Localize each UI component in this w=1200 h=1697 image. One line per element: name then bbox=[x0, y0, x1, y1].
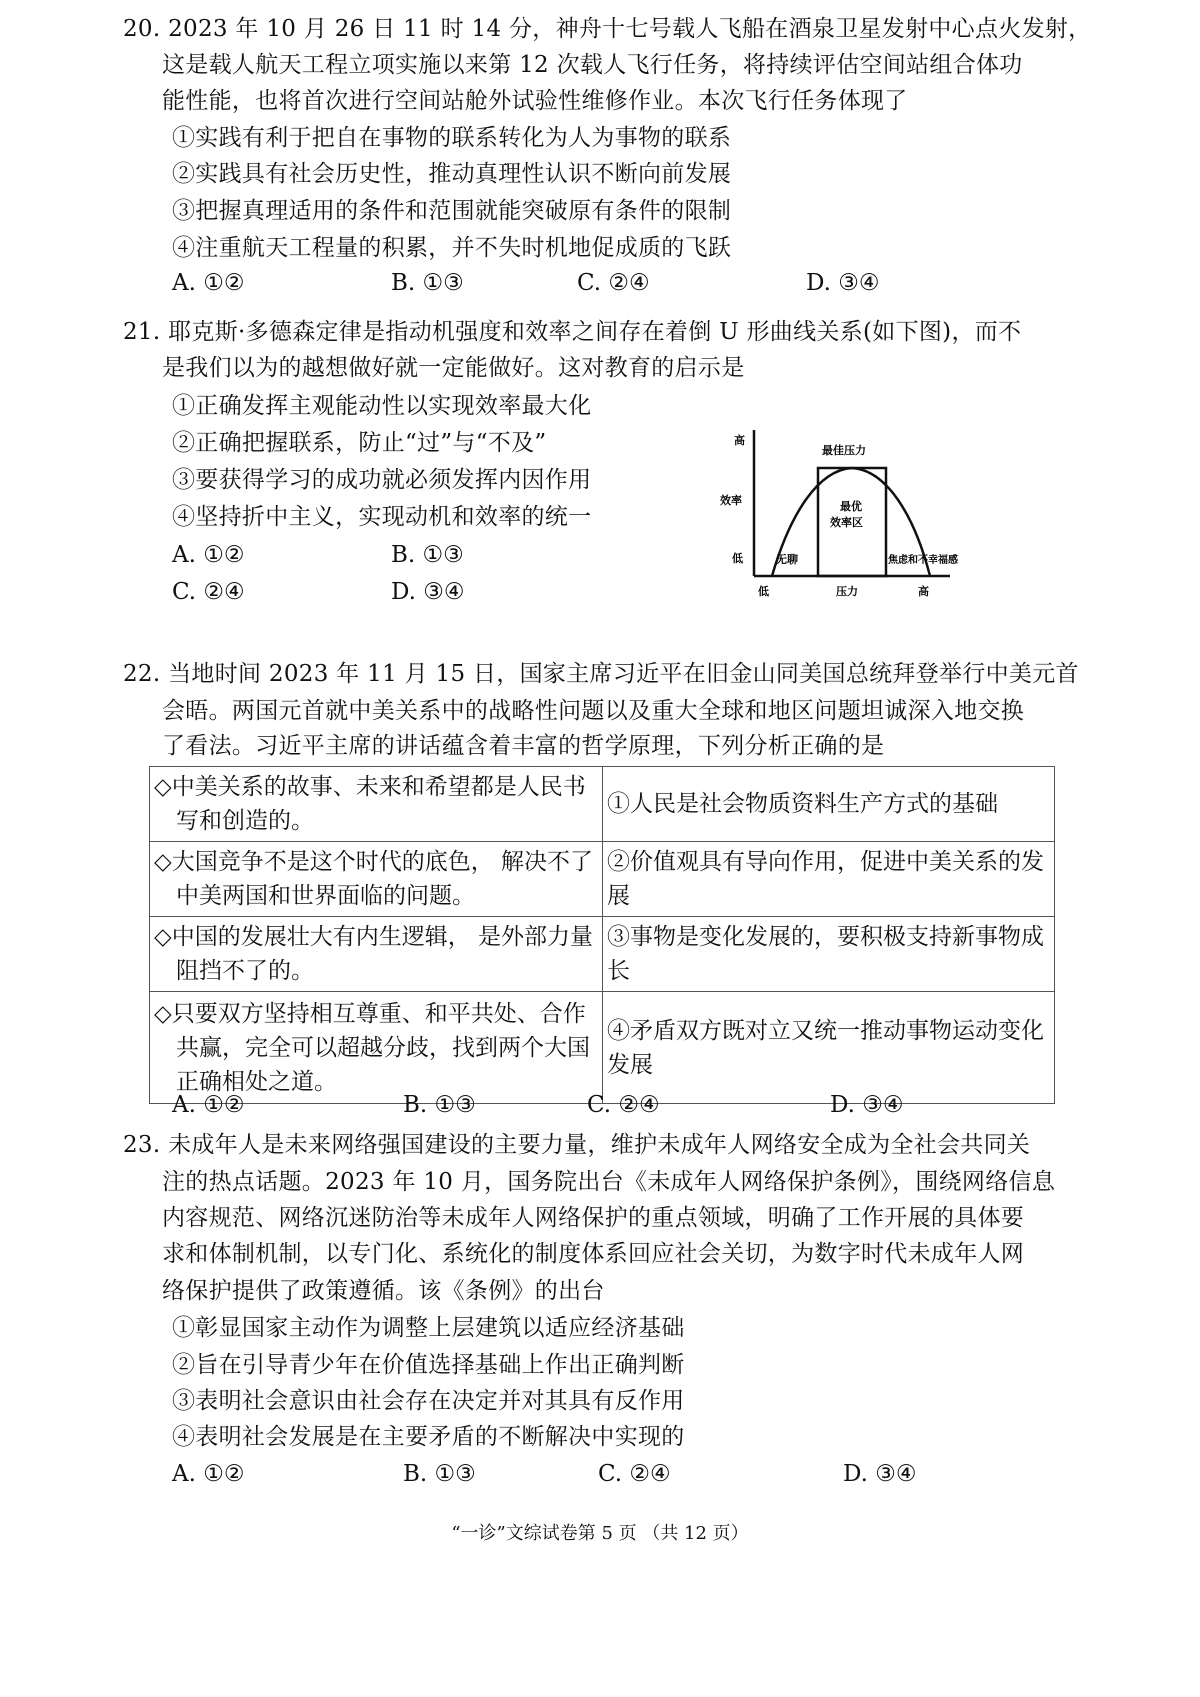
q21-stem-line: 是我们以为的越想做好就一定能做好。这对教育的启示是 bbox=[162, 355, 745, 381]
bored-label: 无聊 bbox=[776, 553, 798, 566]
q20-item-3: ③把握真理适用的条件和范围就能突破原有条件的限制 bbox=[172, 198, 732, 224]
y-low-label: 低 bbox=[732, 552, 743, 565]
table-row bbox=[150, 842, 1055, 917]
q21-item-4: ④坚持折中主义，实现动机和效率的统一 bbox=[172, 504, 592, 530]
q21-stem-line: 21. 耶克斯·多德森定律是指动机强度和效率之间存在着倒 U 形曲线关系(如下图)，而不 bbox=[123, 319, 1022, 345]
x-low-label: 低 bbox=[758, 585, 769, 598]
table-cell-statement: ◇只要双方坚持相互尊重、和平共处、合作共赢，完全可以超越分歧，找到两个大国正确相处之道。 bbox=[154, 1000, 590, 1095]
page-footer: “一诊”文综试卷第 5 页 （共 12 页） bbox=[451, 1523, 749, 1544]
q22-stem-line: 22. 当地时间 2023 年 11 月 15 日，国家主席习近平在旧金山同美国总统拜登举行中美元首 bbox=[123, 661, 1079, 687]
table-cell-statement: ◇中美关系的故事、未来和希望都是人民书写和创造的。 bbox=[154, 774, 586, 834]
q23-stem-line: 求和体制机制，以专门化、系统化的制度体系回应社会关切，为数字时代未成年人网 bbox=[162, 1241, 1025, 1267]
q20-item-4: ④注重航天工程量的积累，并不失时机地促成质的飞跃 bbox=[172, 235, 732, 261]
q23-item-4: ④表明社会发展是在主要矛盾的不断解决中实现的 bbox=[172, 1424, 685, 1450]
zone-label-2: 效率区 bbox=[830, 516, 863, 529]
peak-label: 最佳压力 bbox=[822, 444, 866, 457]
q21-item-3: ③要获得学习的成功就必须发挥内因作用 bbox=[172, 467, 592, 493]
y-axis-label: 效率 bbox=[720, 494, 742, 507]
table-row bbox=[150, 917, 1055, 992]
table-row bbox=[150, 767, 1055, 842]
q23-stem-line: 注的热点话题。2023 年 10 月，国务院出台《未成年人网络保护条例》，围绕网络信息 bbox=[162, 1169, 1056, 1195]
q22-answer-c: C. ②④ bbox=[587, 1092, 660, 1118]
q23-item-3: ③表明社会意识由社会存在决定并对其具有反作用 bbox=[172, 1388, 685, 1414]
q23-stem-line: 络保护提供了政策遵循。该《条例》的出台 bbox=[162, 1278, 605, 1304]
q21-answer-c: C. ②④ bbox=[172, 579, 245, 605]
q23-answer-b: B. ①③ bbox=[403, 1461, 476, 1487]
q22-answer-b: B. ①③ bbox=[403, 1092, 476, 1118]
q20-answer-b: B. ①③ bbox=[391, 270, 464, 296]
table-cell-principle: ①人民是社会物质资料生产方式的基础 bbox=[607, 791, 998, 817]
q22-answer-a: A. ①② bbox=[172, 1092, 245, 1118]
table-cell-principle: ③事物是变化发展的，要积极支持新事物成长 bbox=[607, 924, 1044, 984]
comparison-table bbox=[149, 766, 1055, 1104]
yerkes-dodson-diagram bbox=[718, 424, 978, 604]
table-cell-principle: ④矛盾双方既对立又统一推动事物运动变化发展 bbox=[607, 1017, 1044, 1078]
q22-stem-line: 了看法。习近平主席的讲话蕴含着丰富的哲学原理，下列分析正确的是 bbox=[162, 733, 885, 759]
q21-item-2: ②正确把握联系，防止“过”与“不及” bbox=[172, 430, 547, 456]
table-cell-statement: ◇中国的发展壮大有内生逻辑， 是外部力量阻挡不了的。 bbox=[154, 924, 593, 984]
q23-stem-line: 内容规范、网络沉迷防治等未成年人网络保护的重点领域，明确了工作开展的具体要 bbox=[162, 1205, 1025, 1231]
q23-item-1: ①彰显国家主动作为调整上层建筑以适应经济基础 bbox=[172, 1315, 685, 1341]
table-cell-statement: ◇大国竞争不是这个时代的底色， 解决不了中美两国和世界面临的问题。 bbox=[154, 849, 593, 909]
x-high-label: 高 bbox=[918, 585, 929, 598]
q21-answer-d: D. ③④ bbox=[391, 579, 465, 605]
q21-item-1: ①正确发挥主观能动性以实现效率最大化 bbox=[172, 393, 592, 419]
q23-answer-c: C. ②④ bbox=[598, 1461, 671, 1487]
q21-answer-a: A. ①② bbox=[172, 542, 245, 568]
anxiety-label: 焦虑和不幸福感 bbox=[888, 555, 958, 566]
q20-stem-line: 这是载人航天工程立项实施以来第 12 次载人飞行任务，将持续评估空间站组合体功 bbox=[162, 52, 1023, 78]
q23-stem-line: 23. 未成年人是未来网络强国建设的主要力量，维护未成年人网络安全成为全社会共同关 bbox=[123, 1132, 1031, 1158]
table-row bbox=[150, 992, 1055, 1104]
q22-stem-line: 会晤。两国元首就中美关系中的战略性问题以及重大全球和地区问题坦诚深入地交换 bbox=[162, 698, 1025, 724]
q20-stem-line: 20. 2023 年 10 月 26 日 11 时 14 分，神舟十七号载人飞船在酒泉卫星发射中心点火发射， bbox=[123, 16, 1092, 42]
q20-answer-d: D. ③④ bbox=[806, 270, 880, 296]
q23-answer-d: D. ③④ bbox=[843, 1461, 917, 1487]
q22-answer-d: D. ③④ bbox=[830, 1092, 904, 1118]
q20-item-1: ①实践有利于把自在事物的联系转化为人为事物的联系 bbox=[172, 125, 732, 151]
y-high-label: 高 bbox=[734, 434, 745, 447]
x-axis-label: 压力 bbox=[836, 585, 858, 598]
q20-answer-c: C. ②④ bbox=[577, 270, 650, 296]
q23-item-2: ②旨在引导青少年在价值选择基础上作出正确判断 bbox=[172, 1352, 685, 1378]
q20-item-2: ②实践具有社会历史性，推动真理性认识不断向前发展 bbox=[172, 161, 732, 187]
q20-stem-line: 能性能，也将首次进行空间站舱外试验性维修作业。本次飞行任务体现了 bbox=[162, 88, 908, 114]
q20-answer-a: A. ①② bbox=[172, 270, 245, 296]
q21-answer-b: B. ①③ bbox=[391, 542, 464, 568]
table-cell-principle: ②价值观具有导向作用，促进中美关系的发展 bbox=[607, 849, 1044, 909]
q23-answer-a: A. ①② bbox=[172, 1461, 245, 1487]
zone-label-1: 最优 bbox=[840, 500, 862, 513]
